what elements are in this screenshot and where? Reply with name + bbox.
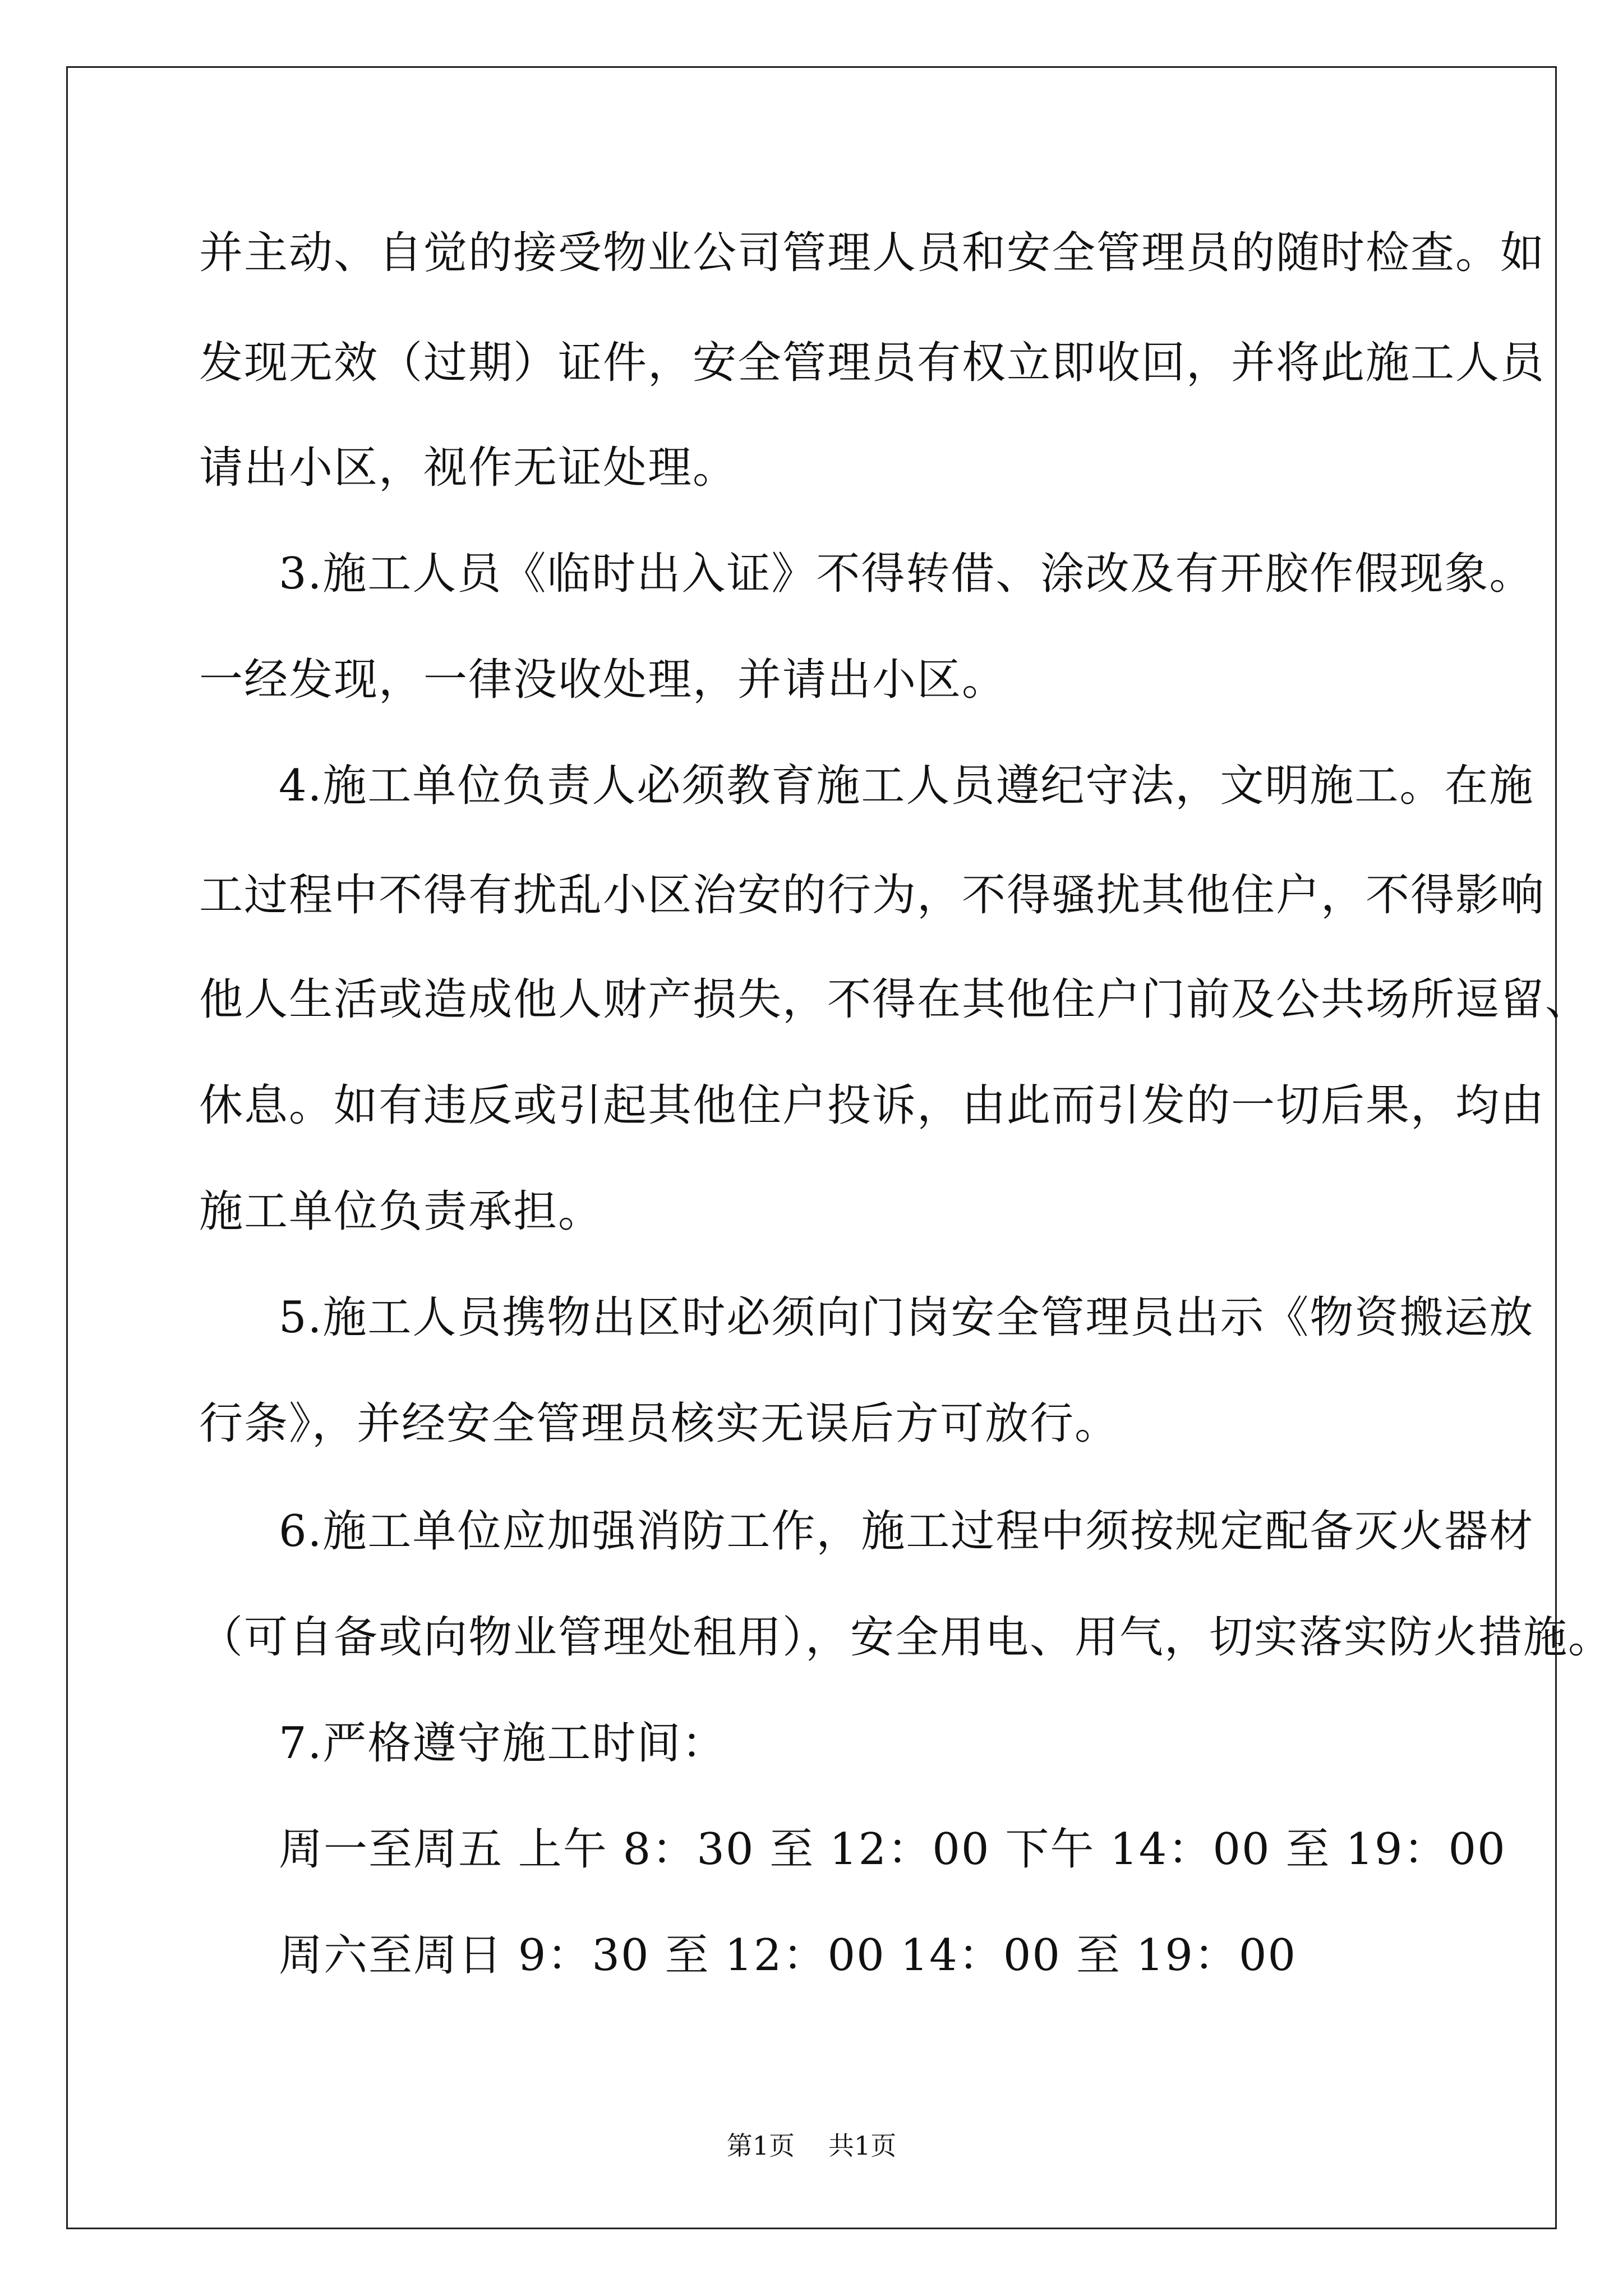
body-line: 4.施工单位负责人必须教育施工人员遵纪守法，文明施工。在施 bbox=[279, 761, 1534, 811]
body-line: 周六至周日 9：30 至 12：00 14：00 至 19：00 bbox=[279, 1930, 1297, 1981]
page-footer bbox=[0, 2133, 1623, 2159]
body-line: 行条》，并经安全管理员核实无误后方可放行。 bbox=[199, 1398, 1120, 1449]
body-line: 休息。如有违反或引起其他住户投诉，由此而引发的一切后果，均由 bbox=[199, 1080, 1546, 1131]
body-line: 周一至周五 上午 8：30 至 12：00 下午 14：00 至 19：00 bbox=[279, 1824, 1506, 1875]
body-line: 施工单位负责承担。 bbox=[199, 1186, 603, 1237]
body-line: 一经发现，一律没收处理，并请出小区。 bbox=[199, 655, 1007, 705]
body-line: （可自备或向物业管理处租用），安全用电、用气，切实落实防火措施。 bbox=[199, 1612, 1613, 1663]
page-border bbox=[66, 66, 1557, 2229]
page-number: 第1页 bbox=[726, 2131, 795, 2161]
body-line: 发现无效（过期）证件，安全管理员有权立即收回，并将此施工人员 bbox=[199, 338, 1546, 388]
body-line: 他人生活或造成他人财产损失，不得在其他住户门前及公共场所逗留、 bbox=[199, 974, 1590, 1025]
body-line: 3.施工人员《临时出入证》不得转借、涂改及有开胶作假现象。 bbox=[279, 549, 1534, 599]
body-line: 5.施工人员携物出区时必须向门岗安全管理员出示《物资搬运放 bbox=[279, 1292, 1534, 1343]
page-total: 共1页 bbox=[828, 2131, 897, 2161]
body-line: 并主动、自觉的接受物业公司管理人员和安全管理员的随时检查。如 bbox=[199, 228, 1546, 278]
body-line: 6.施工单位应加强消防工作，施工过程中须按规定配备灭火器材 bbox=[279, 1506, 1534, 1557]
body-line: 7.严格遵守施工时间： bbox=[279, 1718, 727, 1769]
body-line: 工过程中不得有扰乱小区治安的行为，不得骚扰其他住户，不得影响 bbox=[199, 870, 1546, 921]
body-line: 请出小区，视作无证处理。 bbox=[199, 443, 738, 493]
